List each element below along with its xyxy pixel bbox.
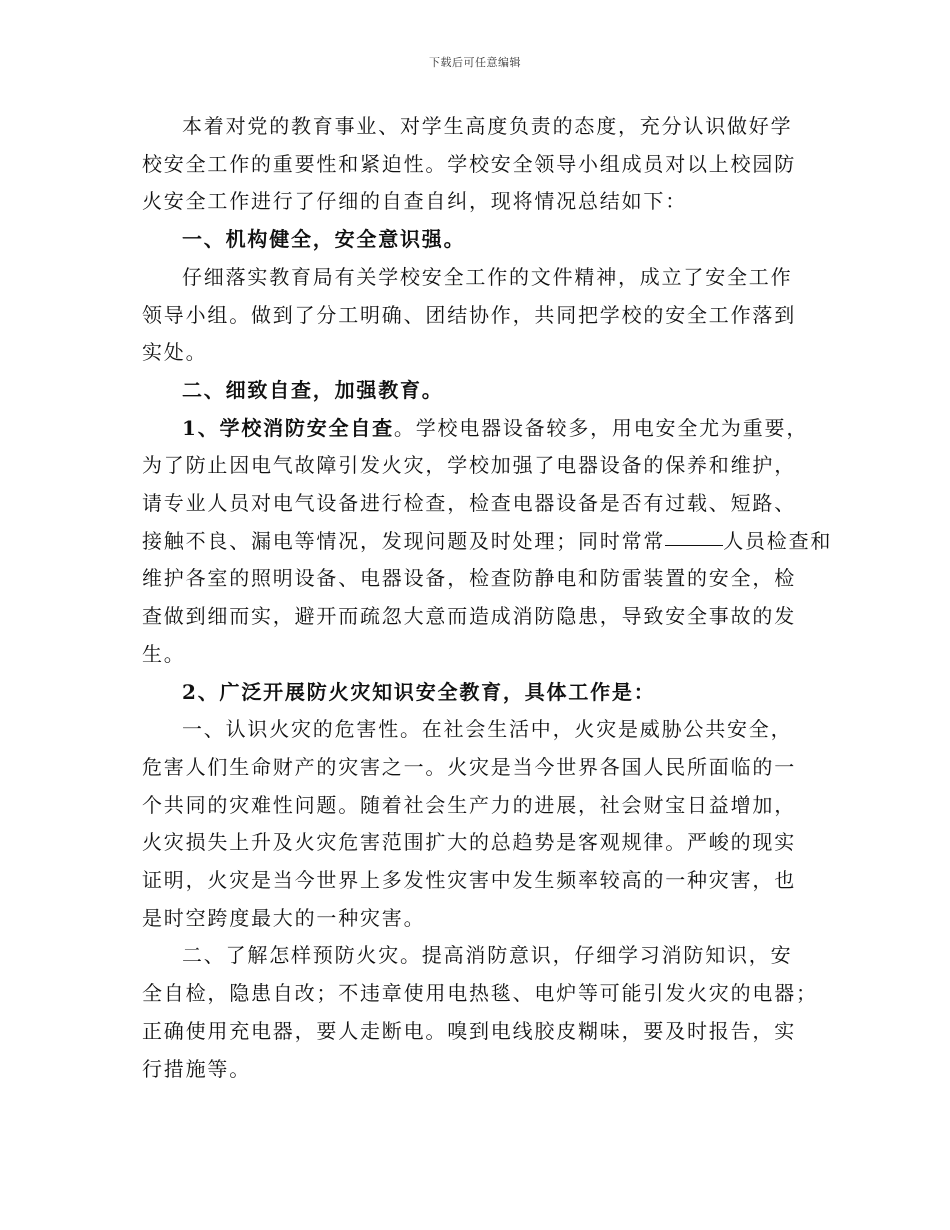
- point1-paragraph: [142, 711, 826, 937]
- document-body: [142, 108, 833, 1088]
- text-line: 二、了解怎样预防火灾。提高消防意识，仔细学习消防知识，安: [182, 943, 793, 968]
- item1-first-rest: 。学校电器设备较多，用电安全尤为重要，: [393, 415, 809, 440]
- text-line: 一、认识火灾的危害性。在社会生活中，火灾是威胁公共安全，: [182, 717, 793, 742]
- fill-in-blank: [665, 544, 723, 546]
- item1-paragraph: [142, 410, 833, 674]
- text-line: 领导小组。做到了分工明确、团结协作，共同把学校的安全工作落到: [142, 302, 796, 327]
- item2-heading: 2、广泛开展防火灾知识安全教育，具体工作是：: [182, 679, 656, 704]
- text-after-blank: 人员检查和: [723, 528, 833, 553]
- text-line: [142, 523, 833, 561]
- page-header-note: 下载后可任意编辑: [429, 56, 521, 69]
- section-heading-1: 一、机构健全，安全意识强。: [182, 227, 466, 252]
- text-line: 是时空跨度最大的一种灾害。: [142, 905, 426, 930]
- text-line: 为了防止因电气故障引发火灾，学校加强了电器设备的保养和维护，: [142, 453, 796, 478]
- text-line: 火灾损失上升及火灾危害范围扩大的总趋势是客观规律。严峻的现实: [142, 830, 796, 855]
- text-line: 生。: [142, 641, 186, 666]
- point2-paragraph: [142, 937, 826, 1088]
- text-line: 行措施等。: [142, 1056, 251, 1081]
- section1-paragraph: [142, 259, 826, 372]
- text-line: 仔细落实教育局有关学校安全工作的文件精神，成立了安全工作: [182, 264, 793, 289]
- text-line: [142, 410, 826, 448]
- text-line: 维护各室的照明设备、电器设备，检查防静电和防雷装置的安全，检: [142, 566, 796, 591]
- text-line: 查做到细而实，避开而疏忽大意而造成消防隐患，导致安全事故的发: [142, 604, 796, 629]
- text-line: 本着对党的教育事业、对学生高度负责的态度，充分认识做好学: [182, 114, 793, 138]
- text-line: 请专业人员对电气设备进行检查，检查电器设备是否有过载、短路、: [142, 491, 796, 516]
- text-line: 校安全工作的重要性和紧迫性。学校安全领导小组成员对以上校园防: [142, 151, 796, 176]
- text-line: 危害人们生命财产的灾害之一。火灾是当今世界各国人民所面临的一: [142, 754, 796, 779]
- section-heading-2: 二、细致自查，加强教育。: [182, 377, 444, 402]
- text-line: 证明，火灾是当今世界上多发性灾害中发生频率较高的一种灾害，也: [142, 868, 796, 893]
- item1-lead: 1、学校消防安全自查: [182, 415, 394, 440]
- text-line: 实处。: [142, 340, 208, 365]
- text-line: 正确使用充电器，要人走断电。嗅到电线胶皮糊味，要及时报告，实: [142, 1018, 796, 1043]
- text-line: 火安全工作进行了仔细的自查自纠，现将情况总结如下：: [142, 189, 687, 214]
- text-line: 个共同的灾难性问题。随着社会生产力的进展，社会财宝日益增加，: [142, 792, 796, 817]
- intro-paragraph: [142, 108, 826, 221]
- text-before-blank: 接触不良、漏电等情况，发现问题及时处理；同时常常: [142, 528, 666, 553]
- text-line: 全自检，隐患自改；不违章使用电热毯、电炉等可能引发火灾的电器；: [142, 981, 818, 1006]
